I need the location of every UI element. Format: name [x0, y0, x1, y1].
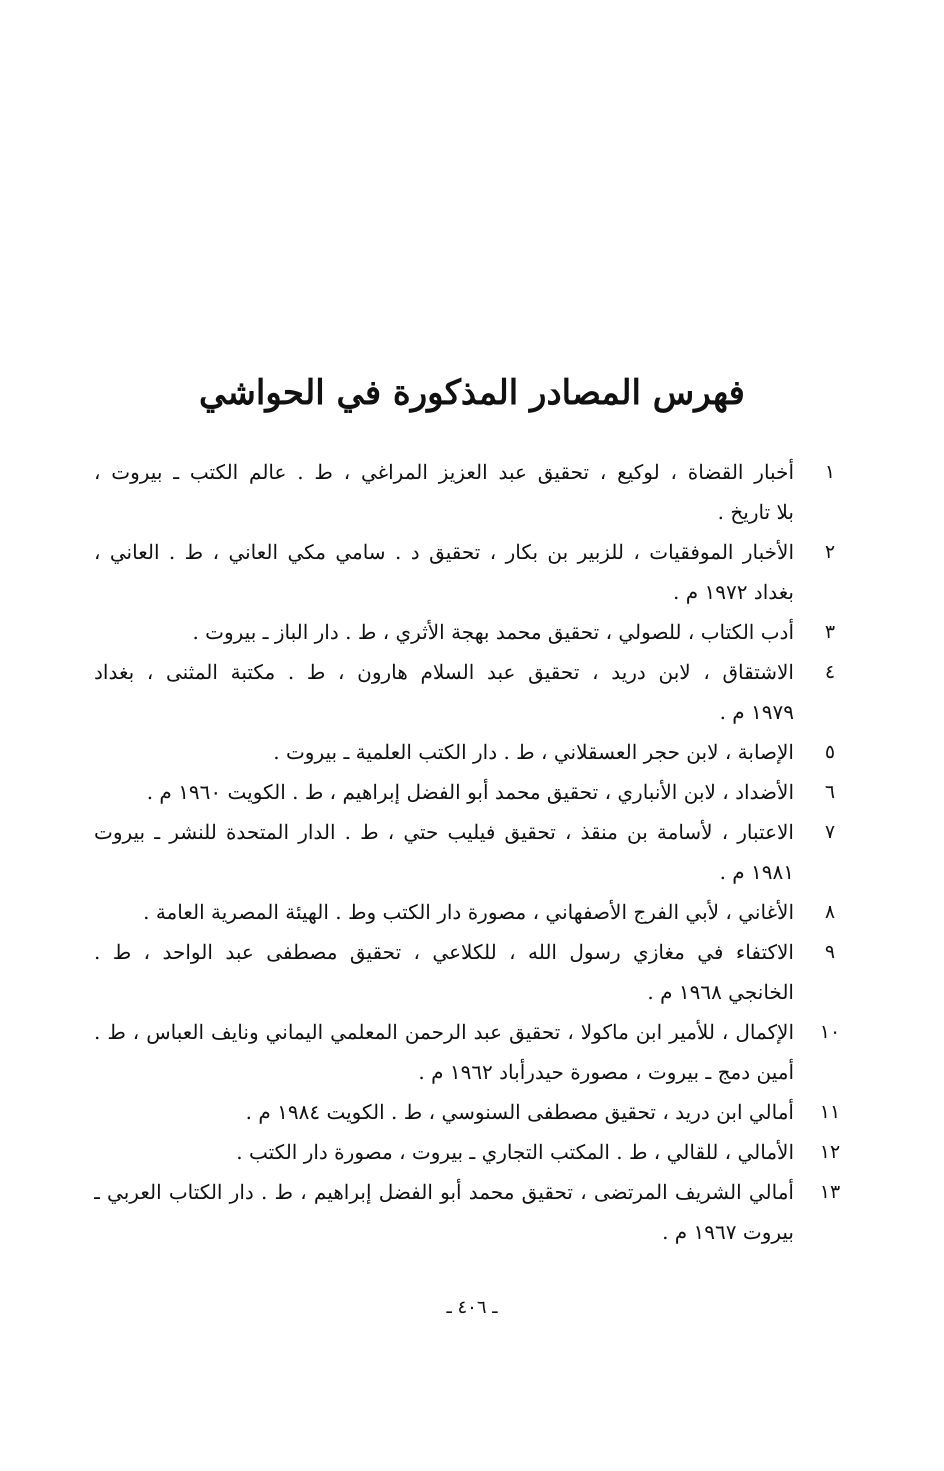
- references-list: [94, 452, 841, 1252]
- reference-line: الأضداد ، لابن الأنباري ، تحقيق محمد أبو الفضل إبراهيم ، ط . الكويت ١٩٦٠ م .: [146, 780, 794, 804]
- reference-line: الاشتقاق ، لابن دريد ، تحقيق عبد السلام هارون ، ط . مكتبة المثنى ، بغداد: [94, 660, 794, 684]
- reference-text: [94, 532, 794, 612]
- reference-line: الإصابة ، لابن حجر العسقلاني ، ط . دار الكتب العلمية ـ بيروت .: [273, 740, 794, 764]
- reference-number: ١٣: [819, 1181, 841, 1203]
- reference-number: ١٠: [819, 1021, 841, 1043]
- reference-line: أمالي الشريف المرتضى ، تحقيق محمد أبو الفضل إبراهيم ، ط . دار الكتاب العربي ـ: [94, 1180, 794, 1204]
- reference-text: [94, 612, 794, 652]
- reference-text: [94, 932, 794, 1012]
- reference-entry: [94, 1132, 841, 1172]
- reference-text: [94, 892, 794, 932]
- reference-line: بلا تاريخ .: [717, 500, 794, 524]
- reference-number: ٣: [824, 621, 836, 643]
- reference-text: [94, 812, 794, 892]
- reference-line: الأغاني ، لأبي الفرج الأصفهاني ، مصورة دار الكتب وط . الهيئة المصرية العامة .: [143, 900, 794, 924]
- reference-number: ٥: [824, 741, 836, 763]
- reference-entry: [94, 452, 836, 532]
- reference-number: ٦: [824, 781, 836, 803]
- reference-entry: [94, 1172, 841, 1252]
- reference-entry: [94, 932, 836, 1012]
- reference-entry: [94, 652, 836, 732]
- reference-number: ١٢: [819, 1141, 841, 1163]
- reference-text: [94, 1172, 794, 1252]
- reference-number: ٧: [824, 821, 836, 843]
- reference-entry: [94, 612, 836, 652]
- reference-line: الأمالي ، للقالي ، ط . المكتب التجاري ـ بيروت ، مصورة دار الكتب .: [236, 1140, 794, 1164]
- reference-line: الاعتبار ، لأسامة بن منقذ ، تحقيق فيليب حتي ، ط . الدار المتحدة للنشر ـ بيروت: [94, 820, 794, 844]
- reference-entry: [94, 1092, 841, 1132]
- reference-text: [94, 1132, 794, 1172]
- reference-number: ٩: [824, 941, 836, 963]
- reference-text: [94, 772, 794, 812]
- page-title: فهرس المصادر المذكورة في الحواشي: [199, 373, 745, 413]
- reference-number: ٤: [824, 661, 836, 683]
- reference-entry: [94, 1012, 841, 1092]
- reference-entry: [94, 772, 836, 812]
- reference-line: أمين دمج ـ بيروت ، مصورة حيدرأباد ١٩٦٢ م .: [418, 1060, 794, 1084]
- reference-text: [94, 452, 794, 532]
- reference-line: الخانجي ١٩٦٨ م .: [647, 980, 794, 1004]
- reference-line: أخبار القضاة ، لوكيع ، تحقيق عبد العزيز المراغي ، ط . عالم الكتب ـ بيروت ،: [94, 460, 794, 484]
- reference-line: بيروت ١٩٦٧ م .: [662, 1220, 794, 1244]
- reference-line: بغداد ١٩٧٢ م .: [673, 580, 794, 604]
- reference-text: [94, 652, 794, 732]
- reference-line: أمالي ابن دريد ، تحقيق مصطفى السنوسي ، ط . الكويت ١٩٨٤ م .: [245, 1100, 794, 1124]
- reference-number: ١: [824, 461, 836, 483]
- reference-line: الإكمال ، للأمير ابن ماكولا ، تحقيق عبد الرحمن المعلمي اليماني ونايف العباس ، ط .: [94, 1020, 794, 1044]
- reference-number: ٨: [824, 901, 836, 923]
- page-number: ـ ٤٠٦ ـ: [446, 1297, 498, 1318]
- reference-entry: [94, 892, 836, 932]
- reference-text: [94, 1012, 794, 1092]
- reference-line: ١٩٨١ م .: [719, 860, 794, 884]
- reference-text: [94, 1092, 794, 1132]
- reference-line: ١٩٧٩ م .: [719, 700, 794, 724]
- reference-line: أدب الكتاب ، للصولي ، تحقيق محمد بهجة الأثري ، ط . دار الباز ـ بيروت .: [192, 620, 794, 644]
- reference-entry: [94, 812, 836, 892]
- reference-number: ١١: [819, 1101, 841, 1123]
- reference-text: [94, 732, 794, 772]
- reference-line: الاكتفاء في مغازي رسول الله ، للكلاعي ، تحقيق مصطفى عبد الواحد ، ط .: [94, 940, 794, 964]
- reference-entry: [94, 732, 836, 772]
- reference-entry: [94, 532, 836, 612]
- reference-line: الأخبار الموفقيات ، للزبير بن بكار ، تحقيق د . سامي مكي العاني ، ط . العاني ،: [94, 540, 794, 564]
- reference-number: ٢: [824, 541, 836, 563]
